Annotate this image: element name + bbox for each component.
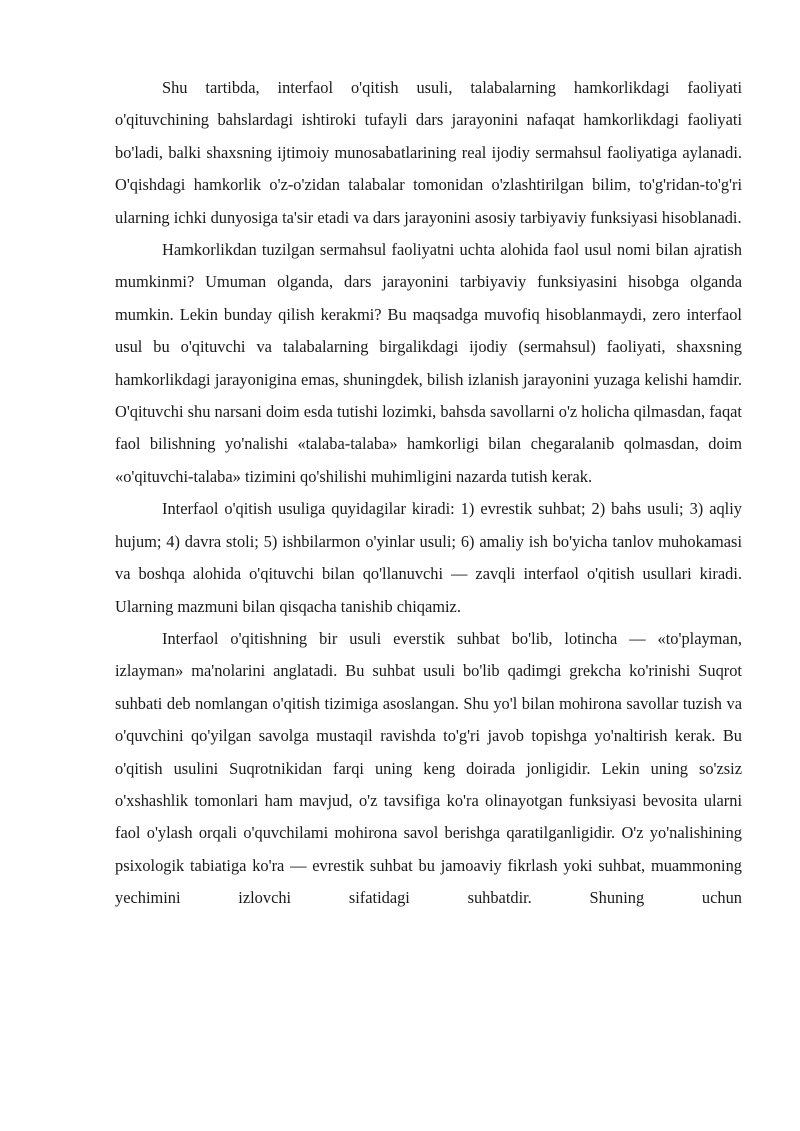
paragraph-2: Hamkorlikdan tuzilgan sermahsul faoliyatni uchta alohida faol usul nomi bilan ajratish mumkinmi? Umuman olganda, dars jarayonini tarbiyaviy funksiyasini hisobga olganda mumkin. Lekin bunday qilish kerakmi? Bu maqsadga muvofiq hisoblanmaydi, zero interfaol usul bu o'qituvchi va talabalarning birgalikdagi ijodiy (sermahsul) faoliyati, shaxsning hamkorlikdagi jarayonigina emas, shuningdek, bilish izlanish jarayonini yuzaga kelishi hamdir. O'qituvchi shu narsani doim esda tutishi lozimki, bahsda savollarni o'z holicha qilmasdan, faqat faol bilishning yo'nalishi «talaba-talaba» hamkorligi bilan chegaralanib qolmasdan, doim «o'qituvchi-talaba» tizimini qo'shilishi muhimligini nazarda tutish kerak.: [115, 240, 742, 486]
paragraph-1: Shu tartibda, interfaol o'qitish usuli, talabalarning hamkorlikdagi faoliyati o'qituvchining bahslardagi ishtiroki tufayli dars jarayonini nafaqat hamkorlikdagi faoliyati bo'ladi, balki shaxsning ijtimoiy munosabatlarining real ijodiy sermahsul faoliyatiga aylanadi. O'qishdagi hamkorlik o'z-o'zidan talabalar tomonidan o'zlashtirilgan bilim, to'g'ridan-to'g'ri ularning ichki dunyosiga ta'sir etadi va dars jarayonini asosiy tarbiyaviy funksiyasi hisoblanadi.: [115, 78, 742, 227]
paragraph-4: Interfaol o'qitishning bir usuli everstik suhbat bo'lib, lotincha — «to'playman, izlayman» ma'nolarini anglatadi. Bu suhbat usuli bo'lib qadimgi grekcha ko'rinishi Suqrot suhbati deb nomlangan o'qitish tizimiga asoslangan. Shu yo'l bilan mohirona savollar tuzish va o'quvchini qo'yilgan savolga mustaqil ravishda to'g'ri javob topishga yo'naltirish kerak. Bu o'qitish usulini Suqrotnikidan farqi uning keng doirada jonligidir. Lekin uning so'zsiz o'xshashlik tomonlari ham mavjud, o'z tavsifiga ko'ra olinayotgan funksiyasi bevosita ularni faol o'ylash orqali o'quvchilami mohirona savol berishga qaratilganligidir. O'z yo'nalishining psixologik tabiatiga ko'ra — evrestik suhbat bu jamoaviy fikrlash yoki suhbat, muammoning yechimini izlovchi sifatidagi suhbatdir. Shuning uchun: [115, 628, 742, 908]
document-body: [115, 72, 742, 915]
paragraph-3: Interfaol o'qitish usuliga quyidagilar kiradi: 1) evrestik suhbat; 2) bahs usuli; 3) aqliy hujum; 4) davra stoli; 5) ishbilarmon o'yinlar usuli; 6) amaliy ish bo'yicha tanlov muhokamasi va boshqa alohida o'qituvchi bilan qo'llanuvchi — zavqli interfaol o'qitish usullari kiradi. Ularning mazmuni bilan qisqacha tanishib chiqamiz.: [115, 499, 742, 616]
